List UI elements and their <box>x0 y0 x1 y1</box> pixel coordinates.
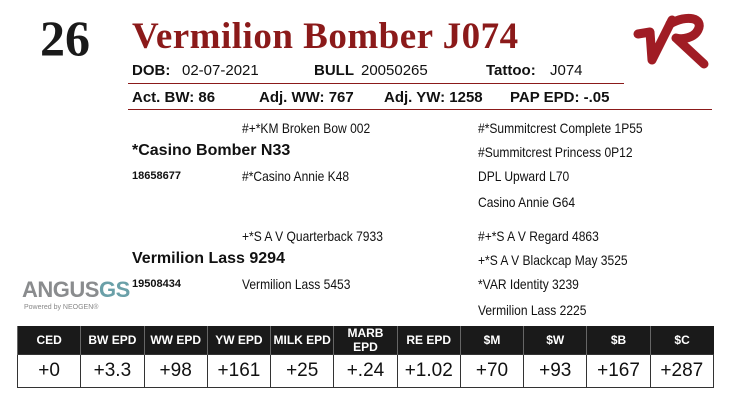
epd-value-milk: +25 <box>271 355 334 388</box>
sire-dam-sire: DPL Upward L70 <box>478 168 570 184</box>
epd-value-yw: +161 <box>207 355 270 388</box>
divider-2 <box>128 109 712 110</box>
epd-header-milk: MILK EPD <box>271 326 334 355</box>
sire-sire-dam: #Summitcrest Princess 0P12 <box>478 144 633 160</box>
dam-name: Vermilion Lass 9294 <box>132 250 285 267</box>
epd-value-m: +70 <box>460 355 523 388</box>
epd-value-b: +167 <box>587 355 650 388</box>
divider-1 <box>128 83 624 84</box>
dam-dam-sire: *VAR Identity 3239 <box>478 276 579 292</box>
dam-dam-dam: Vermilion Lass 2225 <box>478 302 587 318</box>
sire-registration: 18658677 <box>132 170 181 182</box>
angus-wordmark: ANGUS <box>22 277 99 302</box>
tattoo-label: Tattoo: <box>486 62 536 79</box>
epd-header-c: $C <box>650 326 713 355</box>
dam-dam: Vermilion Lass 5453 <box>242 276 351 292</box>
dob-label: DOB: <box>132 62 171 79</box>
epd-value-ced: +0 <box>18 355 81 388</box>
animal-name: Vermilion Bomber J074 <box>132 16 519 57</box>
sire-dam-dam: Casino Annie G64 <box>478 194 576 210</box>
epd-value-ww: +98 <box>144 355 207 388</box>
dam-sire-sire: #+*S A V Regard 4863 <box>478 228 599 244</box>
epd-header-re: RE EPD <box>397 326 460 355</box>
gs-wordmark: GS <box>98 277 130 302</box>
dam-registration: 19508434 <box>132 278 181 290</box>
adjusted-weaning-weight: Adj. WW: 767 <box>259 89 354 106</box>
angus-gs-logo <box>22 278 130 302</box>
epd-value-marb: +.24 <box>334 355 397 388</box>
sire-name: *Casino Bomber N33 <box>132 142 291 159</box>
epd-value-c: +287 <box>650 355 713 388</box>
epd-header-bw: BW EPD <box>81 326 144 355</box>
epd-table <box>17 326 714 388</box>
sire-dam: #*Casino Annie K48 <box>242 168 350 184</box>
dam-sire: +*S A V Quarterback 7933 <box>242 228 383 244</box>
epd-header-w: $W <box>524 326 587 355</box>
epd-header-yw: YW EPD <box>207 326 270 355</box>
epd-header-b: $B <box>587 326 650 355</box>
actual-birth-weight: Act. BW: 86 <box>132 89 216 106</box>
powered-by-neogen: Powered by NEOGEN® <box>24 304 99 311</box>
sire-sire-sire: #*Summitcrest Complete 1P55 <box>478 120 643 136</box>
registration-number: 20050265 <box>361 62 428 79</box>
epd-value-bw: +3.3 <box>81 355 144 388</box>
epd-header-row <box>18 326 714 355</box>
epd-header-ced: CED <box>18 326 81 355</box>
epd-header-ww: WW EPD <box>144 326 207 355</box>
pap-epd: PAP EPD: -.05 <box>510 89 610 106</box>
sex-label: BULL <box>314 62 354 79</box>
dob-value: 02-07-2021 <box>182 62 259 79</box>
vr-brand-icon <box>632 12 717 77</box>
epd-value-w: +93 <box>524 355 587 388</box>
tattoo-value: J074 <box>550 62 583 79</box>
epd-header-marb: MARB EPD <box>334 326 397 355</box>
epd-value-re: +1.02 <box>397 355 460 388</box>
sire-sire: #+*KM Broken Bow 002 <box>242 120 371 136</box>
adjusted-yearling-weight: Adj. YW: 1258 <box>384 89 483 106</box>
epd-value-row <box>18 355 714 388</box>
epd-header-m: $M <box>460 326 523 355</box>
lot-number: 26 <box>40 10 90 66</box>
dam-sire-dam: +*S A V Blackcap May 3525 <box>478 252 628 268</box>
